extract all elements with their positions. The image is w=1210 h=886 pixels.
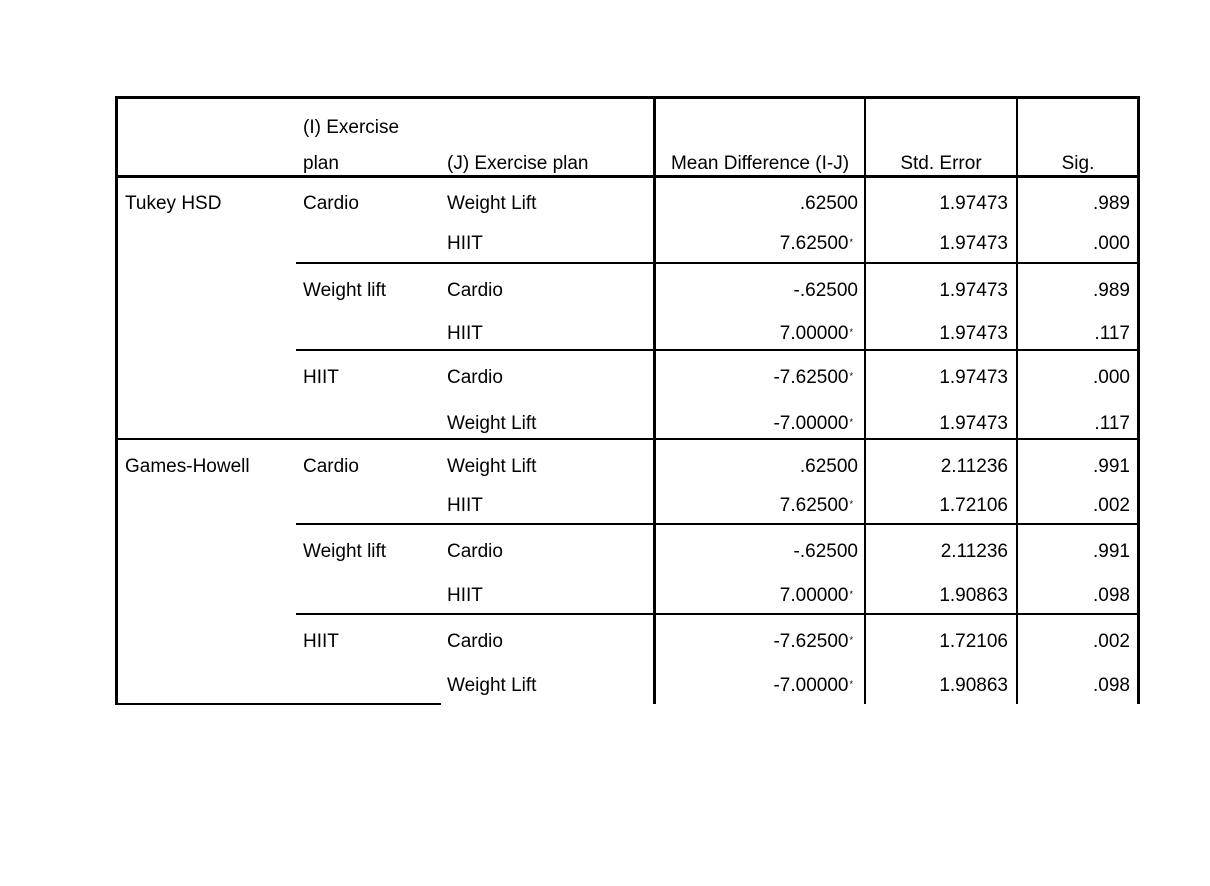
j-plan-cell-value: Weight Lift: [447, 413, 537, 434]
i-plan-label-value: HIIT: [303, 631, 339, 652]
i-plan-label-value: Cardio: [303, 456, 359, 477]
table-left-border: [115, 96, 118, 705]
sig-cell-value: .098: [1093, 585, 1130, 606]
j-plan-cell: [447, 631, 503, 653]
j-plan-cell: [447, 280, 503, 302]
std-error-cell-value: 1.90863: [939, 675, 1008, 696]
j-plan-cell-value: HIIT: [447, 585, 483, 606]
i-plan-label: [303, 280, 386, 302]
sig-cell-value: .991: [1093, 456, 1130, 477]
header-bottom-border: [115, 175, 1140, 178]
mean-diff-cell-value: -.62500: [793, 280, 858, 301]
method-label: [125, 456, 250, 478]
header-sig: Sig.: [1061, 153, 1095, 174]
j-plan-cell-value: HIIT: [447, 233, 483, 254]
i-plan-label-value: Weight lift: [303, 541, 387, 562]
mean-diff-cell-value: -7.62500: [773, 631, 849, 652]
std-error-cell-value: 2.11236: [940, 541, 1008, 562]
mean-diff-cell-value: -.62500: [793, 541, 858, 562]
group-divider: [115, 438, 1140, 440]
mean-diff-cell-value: -7.62500: [773, 367, 849, 388]
significance-asterisk: *: [849, 327, 853, 337]
significance-asterisk: *: [849, 499, 853, 509]
header-i-plan-line2: plan: [303, 153, 339, 174]
j-plan-cell-value: HIIT: [447, 323, 483, 344]
sig-cell-value: .000: [1093, 367, 1130, 388]
i-plan-label: [303, 193, 359, 215]
j-plan-cell-value: Cardio: [447, 541, 503, 562]
j-plan-cell: [447, 585, 483, 607]
i-plan-label-value: Weight lift: [303, 280, 387, 301]
sig-cell-value: .991: [1093, 541, 1130, 562]
header-i-plan-line1: (I) Exercise: [303, 117, 400, 138]
mean-diff-cell-value: -7.00000: [773, 413, 849, 434]
std-error-cell-value: 1.72106: [939, 495, 1008, 516]
j-plan-cell: [447, 193, 536, 215]
sig-cell: [930, 280, 1130, 302]
j-plan-cell: [447, 413, 536, 435]
std-error-cell-value: 1.72106: [939, 631, 1008, 652]
std-error-cell-value: 1.97473: [939, 280, 1008, 301]
sig-cell: [930, 367, 1130, 389]
mean-diff-cell-value: -7.00000: [773, 675, 849, 696]
i-plan-label-value: HIIT: [303, 367, 339, 388]
std-error-cell-value: 1.90863: [939, 585, 1008, 606]
significance-asterisk: *: [849, 635, 853, 645]
sig-cell: [930, 193, 1130, 215]
j-plan-cell: [447, 456, 536, 478]
j-plan-cell: [447, 675, 536, 697]
block-separator: [296, 613, 1140, 615]
mean-diff-cell-value: .62500: [799, 456, 858, 477]
sig-cell-value: .117: [1094, 323, 1130, 344]
significance-asterisk: *: [849, 237, 853, 247]
sig-cell-value: .002: [1093, 495, 1130, 516]
j-plan-cell-value: Weight Lift: [447, 193, 537, 214]
j-plan-cell-value: Cardio: [447, 631, 503, 652]
sig-cell-value: .989: [1093, 193, 1130, 214]
mean-diff-cell-value: .62500: [799, 193, 858, 214]
mean-diff-cell-value: 7.62500: [779, 233, 849, 254]
sig-cell: [930, 631, 1130, 653]
j-plan-cell-value: Weight Lift: [447, 675, 537, 696]
mean-diff-cell-value: 7.62500: [779, 495, 849, 516]
block-separator: [296, 349, 1140, 351]
j-plan-cell-value: Cardio: [447, 280, 503, 301]
j-plan-cell: [447, 367, 503, 389]
sig-cell: [930, 323, 1130, 345]
sig-cell: [930, 413, 1130, 435]
sig-cell: [930, 456, 1130, 478]
significance-asterisk: *: [849, 589, 853, 599]
i-plan-label: [303, 541, 386, 563]
method-label-value: Tukey HSD: [125, 193, 222, 214]
table-top-border: [115, 96, 1140, 99]
j-plan-cell: [447, 233, 483, 255]
std-error-cell-value: 1.97473: [939, 413, 1008, 434]
sig-cell: [930, 495, 1130, 517]
sig-cell-value: .098: [1093, 675, 1130, 696]
mean-diff-cell-value: 7.00000: [779, 585, 849, 606]
sig-cell-value: .117: [1094, 413, 1130, 434]
i-plan-label: [303, 367, 339, 389]
header-std-error: Std. Error: [900, 153, 982, 174]
sig-cell-value: .989: [1093, 280, 1130, 301]
significance-asterisk: *: [849, 371, 853, 381]
table-bottom-border-partial: [115, 703, 441, 705]
j-plan-cell-value: Weight Lift: [447, 456, 537, 477]
j-plan-cell-value: HIIT: [447, 495, 483, 516]
std-error-cell-value: 1.97473: [939, 323, 1008, 344]
sig-cell-value: .002: [1093, 631, 1130, 652]
block-separator: [296, 523, 1140, 525]
sig-cell-value: .000: [1093, 233, 1130, 254]
header-mean-difference: Mean Difference (I-J): [670, 153, 850, 174]
sig-cell: [930, 233, 1130, 255]
j-plan-cell-value: Cardio: [447, 367, 503, 388]
i-plan-label: [303, 456, 359, 478]
std-error-cell-value: 1.97473: [939, 193, 1008, 214]
mean-diff-cell-value: 7.00000: [779, 323, 849, 344]
std-error-cell-value: 2.11236: [940, 456, 1008, 477]
std-error-cell-value: 1.97473: [939, 233, 1008, 254]
j-plan-cell: [447, 541, 503, 563]
method-label-value: Games-Howell: [125, 456, 250, 477]
i-plan-label-value: Cardio: [303, 193, 359, 214]
significance-asterisk: *: [849, 417, 853, 427]
j-plan-cell: [447, 323, 483, 345]
std-error-cell-value: 1.97473: [939, 367, 1008, 388]
i-plan-label: [303, 631, 339, 653]
j-plan-cell: [447, 495, 483, 517]
method-label: [125, 193, 221, 215]
sig-cell: [930, 675, 1130, 697]
sig-cell: [930, 541, 1130, 563]
block-separator: [296, 262, 1140, 264]
header-j-plan: (J) Exercise plan: [447, 153, 589, 174]
sig-cell: [930, 585, 1130, 607]
significance-asterisk: *: [849, 679, 853, 689]
